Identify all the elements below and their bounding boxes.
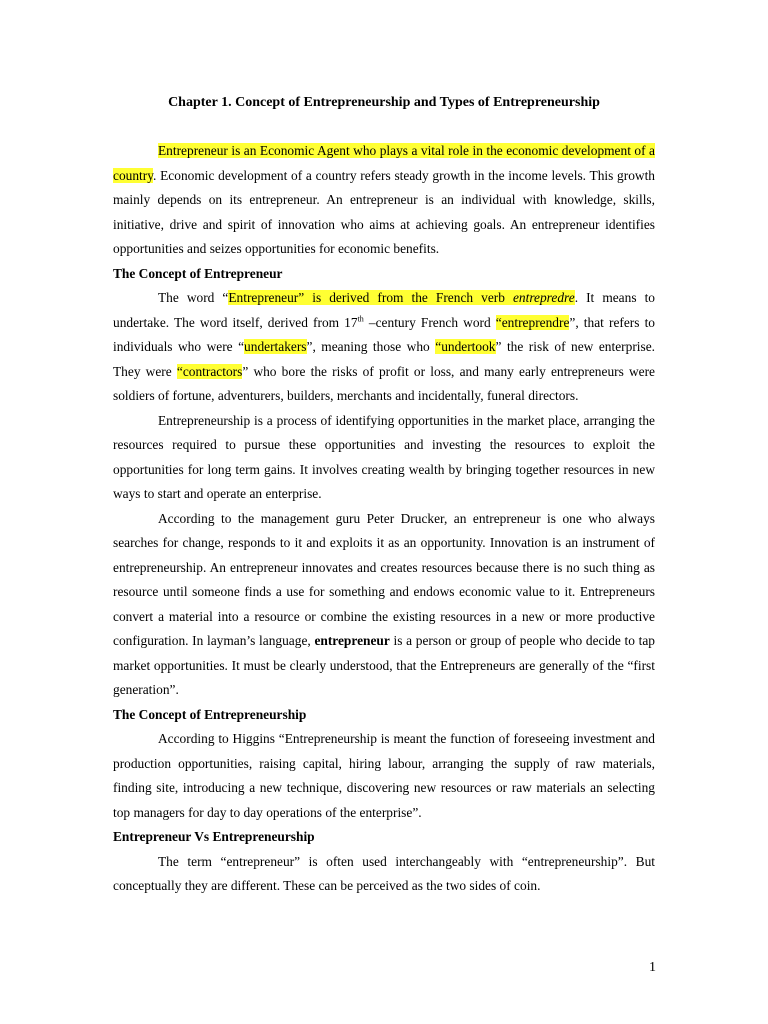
paragraph-text: The word “ — [158, 290, 229, 305]
paragraph-text: ” the risk of new enterprise. They were — [113, 339, 655, 379]
italic-word: entrepredre — [512, 290, 575, 305]
paragraph-text: According to the management guru Peter Drucker, an entrepreneur is one who always searches for change, responds to it and exploits it as an opportunity. Innovation is an instrument of entrepreneurship. An entrepreneur innovates and creates resources because there is no such thing as resource until someone finds a use for something and endows economic value to it. Entrepreneurs convert a material into a resource or combine the existing resources in a new or more productive configuration. In layman’s language, — [113, 510, 655, 648]
drucker-paragraph — [113, 507, 655, 703]
process-paragraph: Entrepreneurship is a process of identifying opportunities in the market place, arranging the resources required to pursue these opportunities and investing the resources to exploit the opportunities for long term gains. It involves creating wealth by bringing together resources in new ways to start and operate an enterprise. — [113, 412, 655, 501]
paragraph-text: is a person or group of people who decide to tap market opportunities. It must be clearly understood, that the Entrepreneurs are generally of the “first generation”. — [113, 633, 656, 697]
paragraph-text: ” who bore the risks of profit or loss, and many early entrepreneurs were soldiers of fortune, adventurers, builders, merchants and incidentally, funeral directors. — [113, 363, 655, 403]
highlighted-text-part: Entrepreneur” is derived from the French verb — [228, 290, 513, 305]
paragraph-text: ”, that refers to individuals who were “ — [113, 314, 655, 354]
paragraph-text: –century French word — [363, 314, 496, 330]
highlighted-text: Entrepreneur is an Economic Agent who plays a vital role in the economic development of a country — [113, 143, 655, 183]
bold-term: entrepreneur — [314, 633, 390, 648]
section-heading-entrepreneurship: The Concept of Entrepreneurship — [113, 706, 307, 722]
highlighted-text: undertakers — [244, 339, 307, 354]
section-heading-entrepreneur: The Concept of Entrepreneur — [113, 265, 283, 281]
highlighted-text: “entreprendre — [495, 314, 570, 330]
etymology-paragraph — [113, 286, 655, 409]
chapter-title: Chapter 1. Concept of Entrepreneurship and Types of Entrepreneurship — [168, 95, 600, 110]
superscript: th — [357, 314, 364, 324]
section-heading-vs: Entrepreneur Vs Entrepreneurship — [113, 829, 315, 844]
paragraph-text: . It means to undertake. The word itself, derived from 17 — [113, 290, 655, 330]
comparison-paragraph: The term “entrepreneur” is often used interchangeably with “entrepreneurship”. But conceptually they are different. These can be perceived as the two sides of coin. — [113, 853, 655, 893]
paragraph-text: . Economic development of a country refers steady growth in the income levels. This growth mainly depends on its entrepreneur. An entrepreneur is an individual with knowledge, skills, initiative, drive and spirit of innovation who aims at achieving goals. An entrepreneur identifies opportunities and seizes opportunities for economic benefits. — [113, 167, 655, 256]
page-number: 1 — [649, 960, 656, 975]
document-body — [113, 92, 655, 899]
highlighted-text: “undertook — [435, 339, 496, 354]
highlighted-text: “contractors — [176, 363, 243, 379]
intro-paragraph — [113, 139, 655, 262]
paragraph-text: ”, meaning those who — [306, 339, 436, 354]
highlighted-text — [228, 290, 574, 305]
higgins-paragraph: According to Higgins “Entrepreneurship is meant the function of foreseeing investment and production opportunities, raising capital, hiring labour, arranging the supply of raw materials, finding site, introducing a new technique, discovering new resources or raw materials an selecting top managers for day to day operations of the enterprise”. — [113, 731, 655, 820]
